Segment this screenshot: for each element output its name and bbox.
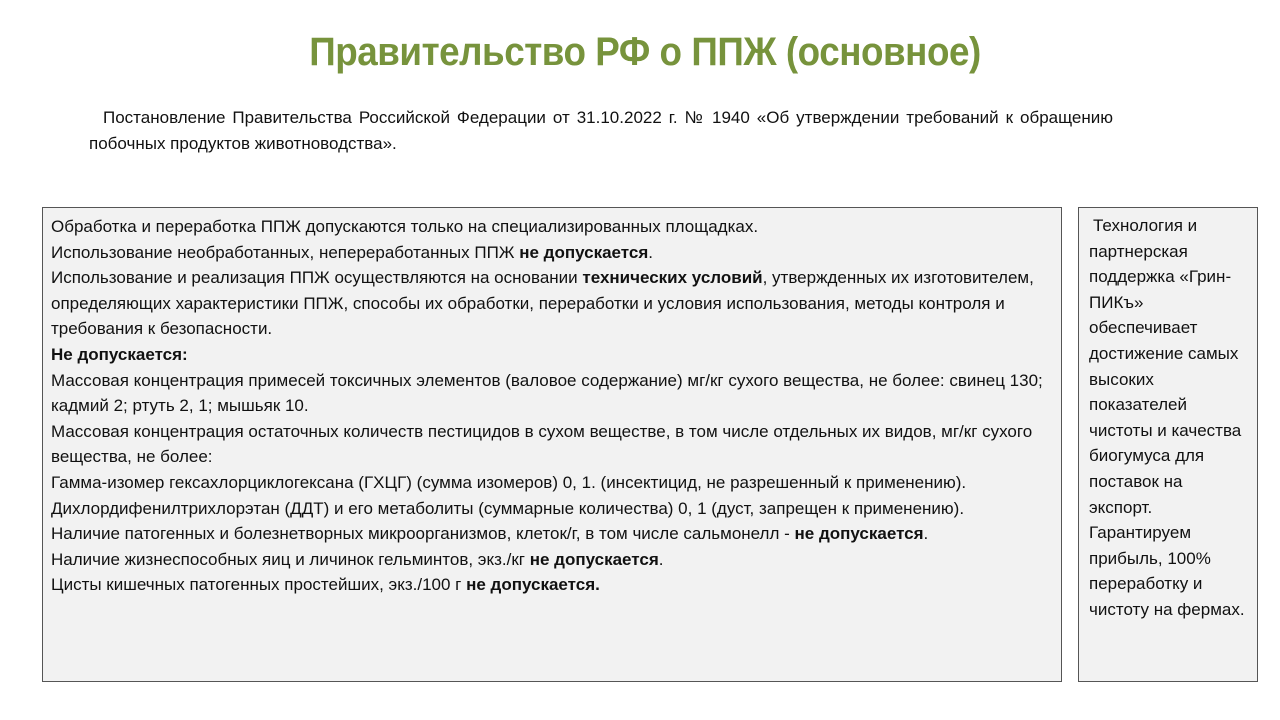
decree-subtitle: Постановление Правительства Российской Федерации от 31.10.2022 г. № 1940 «Об утверждении требований к обращению побочных продуктов животноводства». xyxy=(89,108,1113,153)
restriction-item xyxy=(51,521,1053,547)
technology-box xyxy=(1078,207,1258,682)
restriction-emphasis: не допускается xyxy=(529,549,659,569)
restriction-emphasis: не допускается xyxy=(794,524,924,544)
restriction-text: Наличие жизнеспособных яиц и личинок гельминтов, экз./кг xyxy=(51,549,530,569)
restriction-item: Массовая концентрация примесей токсичных элементов (валовое содержание) мг/кг сухого вещества, не более: свинец 130; кадмий 2; ртуть 2, 1; мышьяк 10. xyxy=(51,370,1043,416)
not-allowed-heading xyxy=(51,342,1053,368)
restriction-item: Дихлордифенилтрихлорэтан (ДДТ) и его метаболиты (суммарные количества) 0, 1 (дуст, запрещен к применению). xyxy=(51,498,965,518)
restriction-item xyxy=(51,547,1053,573)
requirement-line xyxy=(51,214,1053,240)
technology-text: Технология и партнерская поддержка «Грин-ПИКъ» обеспечивает достижение самых высоких показателей чистоты и качества биогумуса для поставок на экспорт. Гарантируем прибыль, 100% переработку и чистоту на фермах. xyxy=(1089,216,1245,619)
requirement-emphasis: не допускается xyxy=(519,242,649,262)
restriction-item xyxy=(51,572,1053,598)
requirement-line xyxy=(51,265,1053,342)
restriction-item: Гамма-изомер гексахлорциклогексана (ГХЦГ) (сумма изомеров) 0, 1. (инсектицид, не разрешенный к применению). xyxy=(51,472,967,492)
restriction-text: Наличие патогенных и болезнетворных микроорганизмов, клеток/г, в том числе сальмонелл - xyxy=(51,524,795,544)
heading-text: Не допускается: xyxy=(51,344,188,364)
restriction-emphasis: не допускается. xyxy=(466,575,600,595)
restriction-text: Цисты кишечных патогенных простейших, экз./100 г xyxy=(51,575,467,595)
requirement-text: Обработка и переработка ППЖ допускаются только на специализированных площадках. xyxy=(51,217,759,236)
restriction-text: . xyxy=(923,524,929,544)
requirements-box xyxy=(42,207,1062,682)
requirement-emphasis: технических условий xyxy=(582,268,763,288)
page-title: Правительство РФ о ППЖ (основное) xyxy=(309,30,981,74)
requirement-text: , утвержденных их изготовителем, определяющих характеристики ППЖ, способы их обработки, переработки и условия использования, методы контроля и требования к безопасности. xyxy=(51,268,1034,339)
requirement-line xyxy=(51,240,1053,266)
requirement-text: Использование необработанных, непереработанных ППЖ xyxy=(51,242,520,262)
restriction-item: Массовая концентрация остаточных количеств пестицидов в сухом веществе, в том числе отдельных их видов, мг/кг сухого вещества, не более: xyxy=(51,421,1033,467)
requirement-text: . xyxy=(648,242,653,262)
restriction-text: . xyxy=(658,549,664,569)
requirement-text: Использование и реализация ППЖ осуществляются на основании xyxy=(51,268,583,288)
